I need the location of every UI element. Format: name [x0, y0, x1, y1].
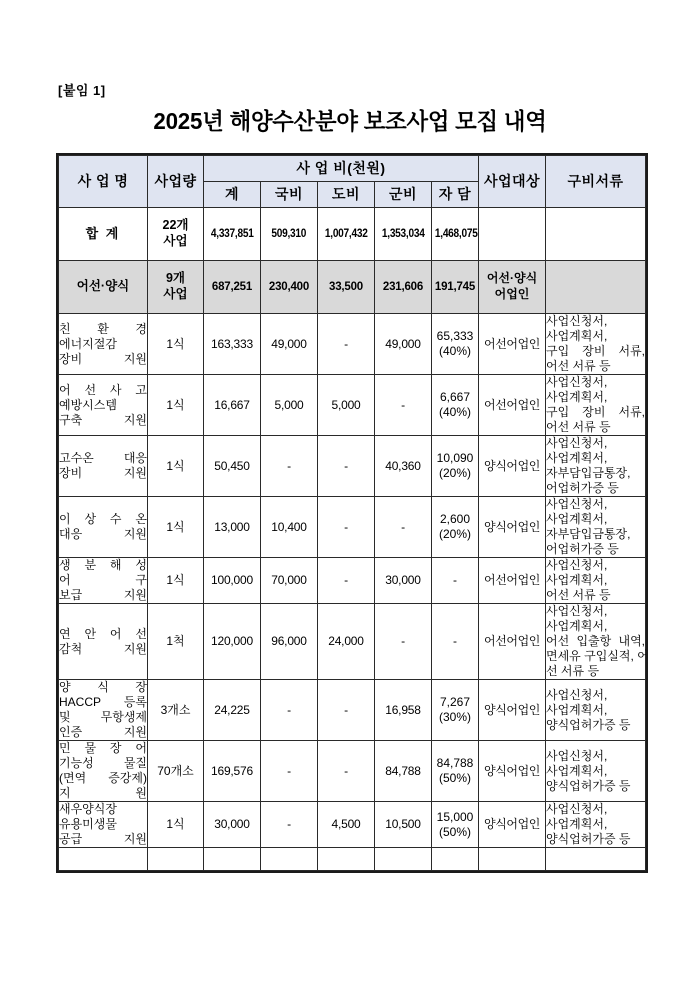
summary-qty: [148, 208, 204, 261]
cell-cost-self: [432, 558, 479, 604]
document-line: 사업신청서,: [546, 748, 608, 763]
blank-cell-name: [59, 848, 148, 871]
cost-self-value: 6,667: [439, 390, 471, 404]
cell-cost-province: -: [318, 436, 375, 497]
blank-cell-province: [318, 848, 375, 871]
cell-business-qty: 1식: [148, 314, 204, 375]
cell-cost-national: 10,400: [261, 497, 318, 558]
business-name-line: 장비 지원: [59, 351, 147, 366]
cell-target: 어선어업인: [479, 375, 546, 436]
cell-cost-national: -: [261, 802, 318, 848]
table-container: [58, 155, 649, 871]
document-line: 사업신청서,: [546, 802, 608, 816]
document-line: 사업신청서,: [546, 497, 608, 511]
cell-cost-province: -: [318, 314, 375, 375]
document-line: 사업신청서,: [546, 314, 608, 328]
table-row: [59, 741, 646, 802]
business-name-line: 고수온 대응: [59, 451, 147, 465]
cell-cost-province: -: [318, 497, 375, 558]
cell-target: 양식어업인: [479, 680, 546, 741]
cell-cost-total: 50,450: [204, 436, 261, 497]
blank-cell-total: [204, 848, 261, 871]
subtotal-county: 231,606: [375, 261, 432, 314]
business-name-line: 이 상 수 온: [59, 512, 147, 526]
document-line: 사업계획서,: [546, 390, 608, 404]
summary-name: [59, 208, 148, 261]
cell-cost-self: [432, 436, 479, 497]
cell-cost-total: 169,576: [204, 741, 261, 802]
cost-self-percent: (50%): [438, 771, 471, 785]
col-header-province: 도비: [318, 182, 375, 208]
table-row: [59, 375, 646, 436]
cell-business-name: [59, 680, 148, 741]
col-header-documents: 구비서류: [546, 156, 646, 208]
subtotal-target: 어선·양식 어업인: [479, 261, 546, 314]
blank-cell-self: [432, 848, 479, 871]
business-name-line: 에너지절감: [59, 336, 117, 351]
cell-business-qty: 1척: [148, 604, 204, 680]
cell-business-name: [59, 436, 148, 497]
cell-business-name: [59, 375, 148, 436]
subtotal-total: 687,251: [204, 261, 261, 314]
cell-business-name: [59, 497, 148, 558]
cell-documents: [546, 314, 646, 375]
document-line: 사업계획서,: [546, 702, 608, 717]
cell-business-name: [59, 314, 148, 375]
document-line: 자부담입금통장,: [546, 466, 631, 480]
document-line: 사업계획서,: [546, 512, 608, 526]
document-line: 선 서류 등: [546, 664, 600, 678]
cell-cost-total: 16,667: [204, 375, 261, 436]
cell-business-name: [59, 741, 148, 802]
cell-cost-province: -: [318, 741, 375, 802]
cell-cost-national: 5,000: [261, 375, 318, 436]
document-line: 사업계획서,: [546, 451, 608, 465]
cost-self-value: 84,788: [436, 756, 474, 770]
cell-cost-total: 163,333: [204, 314, 261, 375]
business-name-line: 연 안 어 선: [59, 626, 147, 641]
cell-cost-national: 96,000: [261, 604, 318, 680]
summary-qty-line2: 사업: [163, 234, 188, 248]
cost-self-value: -: [453, 573, 457, 587]
attachment-label: [붙임 1]: [58, 83, 106, 98]
document-line: 면세유 구입실적, 어: [546, 649, 649, 663]
document-line: 사업신청서,: [546, 375, 608, 389]
blank-cell-documents: [546, 848, 646, 871]
page-title: 2025년 해양수산분야 보조사업 모집 내역: [153, 108, 547, 134]
business-name-line: 유용미생물: [59, 817, 117, 831]
cost-self-percent: (50%): [438, 824, 471, 839]
business-name-line: 인증 지원: [59, 725, 147, 739]
cost-self-percent: (20%): [438, 466, 471, 480]
cost-self-value: -: [453, 634, 457, 648]
col-header-target: 사업대상: [479, 156, 546, 208]
cell-cost-province: 5,000: [318, 375, 375, 436]
cell-documents: [546, 604, 649, 680]
cell-documents: [546, 375, 646, 436]
cell-cost-total: 100,000: [204, 558, 261, 604]
table-row: [59, 558, 646, 604]
table-header: [59, 156, 646, 208]
cell-target: 양식어업인: [479, 802, 546, 848]
cell-target: 어선어업인: [479, 314, 546, 375]
cell-cost-county: -: [375, 497, 432, 558]
cell-documents: [546, 741, 646, 802]
cell-cost-self: [432, 802, 479, 848]
document-line: 어업허가증 등: [546, 481, 619, 495]
summary-province: 1,007,432: [318, 208, 375, 261]
cell-cost-province: 24,000: [318, 604, 375, 680]
cost-self-value: 2,600: [439, 512, 471, 526]
business-name-line: 양 식 장: [59, 680, 147, 694]
cell-business-qty: 1식: [148, 802, 204, 848]
cell-cost-province: 4,500: [318, 802, 375, 848]
table-row: [59, 680, 646, 741]
document-line: 양식업허가증 등: [546, 717, 631, 732]
cell-target: 어선어업인: [479, 558, 546, 604]
business-name-line: 기능성 물질: [59, 756, 147, 770]
document-line: 사업신청서,: [546, 687, 608, 702]
summary-name-text: 합 계: [85, 225, 121, 241]
col-header-total: 계: [204, 182, 261, 208]
cell-business-name: [59, 558, 148, 604]
cell-cost-total: 13,000: [204, 497, 261, 558]
document-line: 어선 서류 등: [546, 359, 611, 373]
document-line: 사업계획서,: [546, 763, 608, 778]
cell-business-name: [59, 802, 148, 848]
document-line: 자부담입금통장,: [546, 527, 631, 541]
business-name-line: 어 선 사 고: [59, 382, 147, 397]
table-row: [59, 436, 646, 497]
business-name-line: 대응 지원: [59, 527, 147, 541]
summary-total: 4,337,851: [204, 208, 261, 261]
document-line: 어선 서류 등: [546, 588, 611, 602]
cell-documents: [546, 558, 646, 604]
business-name-line: 구축 지원: [59, 412, 147, 427]
cell-cost-province: -: [318, 680, 375, 741]
cell-business-name: [59, 604, 148, 680]
document-line: 양식업허가증 등: [546, 832, 631, 846]
cell-cost-total: 120,000: [204, 604, 261, 680]
summary-row-fishery-aquaculture: [59, 261, 646, 314]
document-line: 사업계획서,: [546, 817, 608, 831]
col-header-self: 자 담: [432, 182, 479, 208]
summary-target: [479, 208, 546, 261]
blank-cell-target: [479, 848, 546, 871]
cell-cost-county: -: [375, 604, 432, 680]
cell-documents: [546, 436, 646, 497]
cell-cost-county: 49,000: [375, 314, 432, 375]
cell-cost-county: 10,500: [375, 802, 432, 848]
summary-self: 1,468,075: [432, 208, 479, 261]
document-line: 구입 장비 서류,: [546, 405, 645, 419]
document-line: 사업신청서,: [546, 604, 608, 618]
document-line: 양식업허가증 등: [546, 778, 631, 793]
table-row: [59, 802, 646, 848]
cell-cost-county: 16,958: [375, 680, 432, 741]
table-body: [59, 208, 649, 871]
table-row-blank: [59, 848, 646, 871]
summary-row-grand-total: [59, 208, 646, 261]
cell-cost-self: [432, 375, 479, 436]
business-name-line: 친 환 경: [59, 321, 147, 336]
cell-cost-national: -: [261, 436, 318, 497]
cost-self-percent: (40%): [438, 344, 471, 358]
cell-cost-national: -: [261, 680, 318, 741]
cost-self-value: 65,333: [436, 329, 474, 343]
summary-county: 1,353,034: [375, 208, 432, 261]
subtotal-documents: [546, 261, 646, 314]
col-header-business-name: 사 업 명: [59, 156, 148, 208]
document-line: 사업계획서,: [546, 573, 608, 587]
cell-business-qty: 70개소: [148, 741, 204, 802]
blank-cell-national: [261, 848, 318, 871]
business-name-line: 공급 지원: [59, 832, 147, 846]
document-line: 사업계획서,: [546, 619, 608, 633]
summary-qty-line1: 22개: [162, 218, 189, 233]
document-line: 어선 입출항 내역,: [546, 634, 645, 648]
cell-cost-county: -: [375, 375, 432, 436]
cell-target: 양식어업인: [479, 436, 546, 497]
business-name-line: 장비 지원: [59, 466, 147, 480]
header-row-1: [59, 156, 646, 182]
subtotal-province: 33,500: [318, 261, 375, 314]
cost-self-value: 7,267: [439, 695, 471, 709]
cell-business-qty: 1식: [148, 558, 204, 604]
subsidy-program-table: [58, 155, 649, 871]
business-name-line: 생 분 해 성: [59, 558, 147, 572]
business-name-line: (면역 증강제): [59, 771, 147, 785]
subtotal-qty: 9개 사업: [148, 261, 204, 314]
blank-cell-county: [375, 848, 432, 871]
table-row: [59, 497, 646, 558]
table-row: [59, 314, 646, 375]
business-name-line: 감척 지원: [59, 641, 147, 656]
document-line: 사업신청서,: [546, 436, 608, 450]
document-line: 사업신청서,: [546, 558, 608, 572]
col-header-business-qty: 사업량: [148, 156, 204, 208]
summary-national: 509,310: [261, 208, 318, 261]
business-name-line: 및 무항생제: [59, 710, 147, 724]
col-header-cost-group: 사 업 비(천원): [204, 156, 479, 182]
cell-cost-national: -: [261, 741, 318, 802]
cell-cost-self: [432, 741, 479, 802]
business-name-line: 지 원: [59, 786, 147, 800]
cell-cost-county: 40,360: [375, 436, 432, 497]
cell-business-qty: 3개소: [148, 680, 204, 741]
subtotal-name: 어선·양식: [59, 261, 148, 314]
cost-self-percent: (30%): [438, 710, 471, 724]
summary-documents: [546, 208, 646, 261]
business-name-line: HACCP 등록: [59, 695, 147, 709]
cell-cost-county: 30,000: [375, 558, 432, 604]
cell-documents: [546, 680, 646, 741]
cell-target: 어선어업인: [479, 604, 546, 680]
cell-business-qty: 1식: [148, 436, 204, 497]
cell-cost-self: [432, 497, 479, 558]
document-line: 어선 서류 등: [546, 420, 611, 434]
blank-cell-qty: [148, 848, 204, 871]
business-name-line: 예방시스템: [59, 397, 117, 412]
cell-cost-county: 84,788: [375, 741, 432, 802]
cell-cost-self: [432, 314, 479, 375]
cell-cost-self: [432, 680, 479, 741]
cost-self-value: 10,090: [436, 451, 474, 465]
table-row: [59, 604, 646, 680]
cell-cost-national: 49,000: [261, 314, 318, 375]
subtotal-self: 191,745: [432, 261, 479, 314]
cell-cost-total: 30,000: [204, 802, 261, 848]
cost-self-percent: (40%): [438, 405, 471, 419]
col-header-national: 국비: [261, 182, 318, 208]
cell-cost-self: [432, 604, 479, 680]
business-name-line: 어 구: [59, 573, 147, 587]
business-name-line: 보급 지원: [59, 588, 147, 602]
cost-self-percent: (20%): [438, 527, 471, 541]
cell-business-qty: 1식: [148, 375, 204, 436]
col-header-county: 군비: [375, 182, 432, 208]
cell-cost-national: 70,000: [261, 558, 318, 604]
document-line: 구입 장비 서류,: [546, 344, 645, 358]
cell-target: 양식어업인: [479, 497, 546, 558]
cell-cost-province: -: [318, 558, 375, 604]
document-line: 어업허가증 등: [546, 542, 619, 556]
business-name-line: 민 물 장 어: [59, 741, 147, 755]
cell-documents: [546, 497, 646, 558]
cell-documents: [546, 802, 646, 848]
cell-business-qty: 1식: [148, 497, 204, 558]
document-line: 사업계획서,: [546, 329, 608, 343]
subtotal-national: 230,400: [261, 261, 318, 314]
cost-self-value: 15,000: [436, 809, 474, 824]
cell-target: 양식어업인: [479, 741, 546, 802]
cell-cost-total: 24,225: [204, 680, 261, 741]
business-name-line: 새우양식장: [59, 802, 117, 816]
